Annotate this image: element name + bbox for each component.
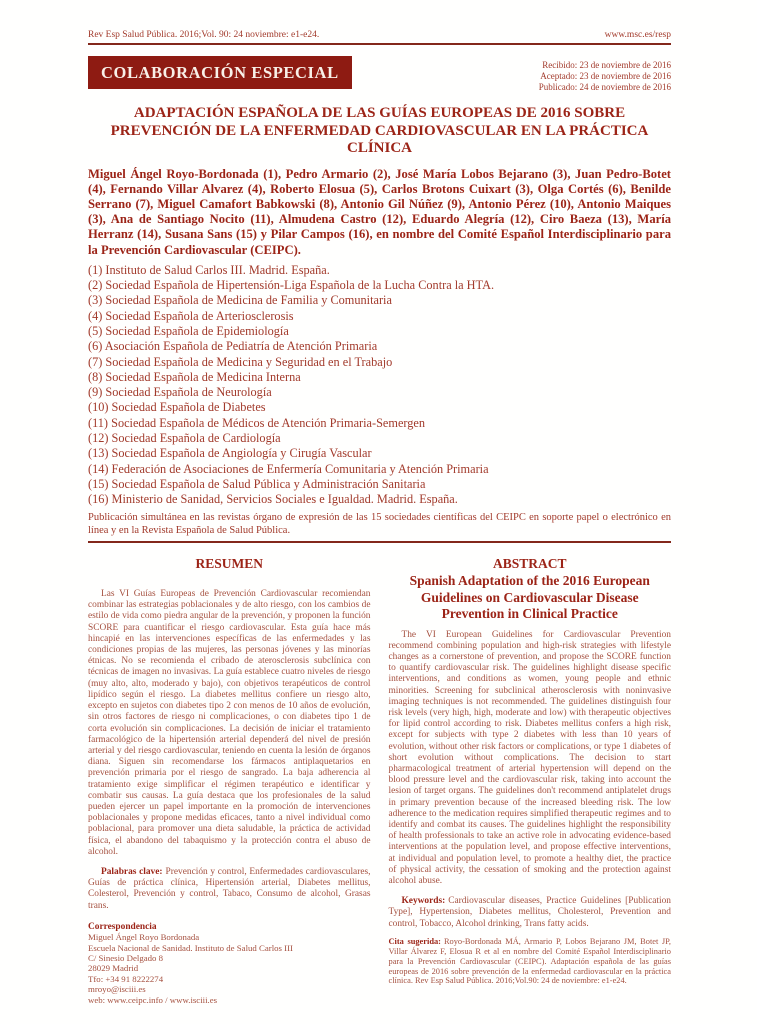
resumen-heading: RESUMEN — [195, 556, 263, 572]
affiliation-item: (15) Sociedad Española de Salud Pública y Administración Sanitaria — [88, 476, 426, 491]
resumen-column — [88, 556, 371, 1005]
correspondence-line: web: www.ceipc.info / www.isciii.es — [88, 994, 218, 1005]
dates-block — [539, 56, 671, 93]
correspondence-line: C/ Sinesio Delgado 8 — [88, 952, 164, 963]
correspondence-line: Miguel Ángel Royo Bordonada — [88, 932, 200, 943]
affiliation-item: (11) Sociedad Española de Médicos de Atención Primaria-Semergen — [88, 415, 426, 430]
affiliation-item: (14) Federación de Asociaciones de Enfermería Comunitaria y Atención Primaria — [88, 461, 489, 476]
page-header — [88, 30, 671, 43]
affiliation-item: (3) Sociedad Española de Medicina de Familia y Comunitaria — [88, 293, 392, 308]
abstract-body: The VI European Guidelines for Cardiovascular Prevention recommend combining population and high-risk strategies with lifestyle changes as a cornerstone of prevention, and propose the SCORE function to quantify cardiovascular risk. The guidelines highlight disease specific interventions, and conditions as women, young people and ethnic minorities. Screening for subclinical atherosclerosis with noninvasive imaging techniques is not recommended. The guidelines distinguish four risk levels (very high, high, moderate and low) with therapeutic objectives for lipid control according to risk. Diabetes mellitus confers a high risk, except for subjects with type 2 diabetes with less than 10 years of evolution, without other risk factors or complications, or type 1 diabetes of short evolution without complications. The decision to start pharmacological treatment of arterial hypertension will depend on the blood pressure level and the cardiovascular risk, taking into account the lesion of target organs. The guidelines don't recommend antiplatelet drugs in primary prevention because of the increased bleeding risk. The low adherence to the medication requires simplified therapeutic regimes and to identify and combat its causes. The guidelines highlight the responsibility of health professionals to take an active role in advocating evidence-based interventions at the population level, and propose effective interventions, at individual and population level, to promote a healthy diet, the practice of physical activity, the cessation of smoking and the protection against alcohol abuse. — [388, 629, 671, 887]
keywords-text: Cardiovascular diseases, Practice Guidelines [Publication Type], Hypertension, Diabetes mellitus, Cholesterol, Prevention and control, Tobacco, Alcohol drinking, Trans fatty acids. — [388, 896, 671, 929]
publication-note: Publicación simultánea en las revistas órgano de expresión de las 15 sociedades científicas del CEIPC en soporte papel o electrónico en línea y en la Revista Española de Salud Pública. — [88, 512, 671, 537]
section-divider — [88, 541, 671, 543]
abstract-column — [389, 556, 672, 1005]
header-divider — [88, 43, 671, 45]
journal-website: www.msc.es/resp — [604, 30, 671, 40]
correspondence-lines — [88, 932, 371, 1005]
abstract-columns — [88, 556, 671, 1005]
citation-label: Cita sugerida: — [388, 936, 441, 946]
article-title: ADAPTACIÓN ESPAÑOLA DE LAS GUÍAS EUROPEAS DE 2016 SOBRE PREVENCIÓN DE LA ENFERMEDAD CARDIOVASCULAR EN LA PRÁCTICA CLÍNICA — [110, 105, 649, 156]
affiliation-item: (4) Sociedad Española de Arteriosclerosis — [88, 308, 294, 323]
affiliations-list — [88, 263, 671, 508]
palabras-clave-label: Palabras clave: — [101, 866, 163, 877]
correspondence-line: Tfo: +34 91 8222274 — [88, 973, 164, 984]
authors-paragraph: Miguel Ángel Royo-Bordonada (1), Pedro Armario (2), José María Lobos Bejarano (3), Juan Pedro-Botet (4), Fernando Villar Alvarez (4), Roberto Elosua (5), Carlos Brotons Cuixart (3), Olga Cortés (6), Benilde Serrano (7), Miguel Camafort Babkowski (8), Antonio Gil Núñez (9), Antonio Pérez (10), Antonio Maiques (3), Ana de Santiago Nocito (11), Almudena Castro (12), Eduardo Alegría (12), Ciro Baeza (13), María Herranz (14), Susana Sans (15) y Pilar Campos (16), en nombre del Comité Español Interdisciplinario para la Prevención Cardiovascular (CEIPC). — [88, 166, 671, 257]
affiliation-item: (1) Instituto de Salud Carlos III. Madrid. España. — [88, 262, 330, 277]
affiliation-item: (7) Sociedad Española de Medicina y Seguridad en el Trabajo — [88, 354, 393, 369]
resumen-body: Las VI Guías Europeas de Prevención Cardiovascular recomiendan combinar las estrategias poblacionales y de alto riesgo, con los cambios de estilo de vida como piedra angular de la prevención, y proponen la función SCORE para cuantificar el riesgo cardiovascular. Esta guía hace más hincapié en las intervenciones específicas de las enfermedades y las condiciones propias de las mujeres, las personas jóvenes y las minorías étnicas. No se recomienda el cribado de aterosclerosis subclínica con técnicas de imagen no invasivas. La guía establece cuatro niveles de riesgo (muy alto, alto, moderado y bajo), con objetivos terapéuticos de control lipídico según el riesgo. La diabetes mellitus confiere un riesgo alto, excepto en sujetos con diabetes tipo 2 con menos de 10 años de evolución, sin otros factores de riesgo ni complicaciones, o con diabetes tipo 1 de corta evolución sin complicaciones. La decisión de iniciar el tratamiento farmacológico de la hipertensión arterial dependerá del nivel de presión arterial y del riesgo cardiovascular, teniendo en cuenta la lesión de órganos diana. Siguen sin recomendarse los fármacos antiplaquetarios en prevención primaria por el riesgo de sangrado. La baja adherencia al tratamiento exige simplificar el régimen terapéutico e identificar y combatir sus causas. La guía destaca que los profesionales de la salud pueden ejercer un papel importante en la promoción de intervenciones poblacionales y propone medidas eficaces, tanto a nivel individual como poblacional, para promover una dieta saludable, la práctica de actividad física, el abandono del tabaquismo y la protección contra el abuso de alcohol. — [88, 589, 371, 857]
citation-paragraph — [389, 937, 672, 987]
citation-text: Royo-Bordonada MÁ, Armario P, Lobos Bejarano JM, Botet JP, Villar Álvarez F, Elosua R et al en nombre del Comité Español Interdisciplinario para la Prevención Cardiovascular (CEIPC). Adaptación española de las guías europeas de 2016 sobre prevención de la enfermedad cardiovascular en la práctica clínica. Rev Esp Salud Pública. 2016;Vol.90: 24 de noviembre: e1-e24. — [388, 936, 671, 986]
affiliation-item: (2) Sociedad Española de Hipertensión-Liga Española de la Lucha Contra la HTA. — [88, 278, 495, 293]
banner-row — [88, 56, 671, 93]
correspondence-line: mroyo@isciii.es — [88, 984, 146, 995]
affiliation-item: (8) Sociedad Española de Medicina Interna — [88, 369, 301, 384]
section-banner: COLABORACIÓN ESPECIAL — [88, 56, 352, 89]
keywords-paragraph — [389, 896, 672, 930]
affiliation-item: (10) Sociedad Española de Diabetes — [88, 400, 266, 415]
abstract-subtitle: Spanish Adaptation of the 2016 European Guidelines on Cardiovascular Disease Prevention in Clinical Practice — [409, 573, 650, 622]
date-line: Recibido: 23 de noviembre de 2016 — [542, 60, 671, 70]
correspondence-line: 28029 Madrid — [88, 963, 139, 974]
date-line: Publicado: 24 de noviembre de 2016 — [538, 82, 671, 92]
date-line: Aceptado: 23 de noviembre de 2016 — [540, 71, 671, 81]
affiliation-item: (12) Sociedad Española de Cardiología — [88, 430, 281, 445]
affiliation-item: (6) Asociación Española de Pediatría de Atención Primaria — [88, 339, 378, 354]
correspondence-block — [88, 922, 371, 1005]
abstract-heading: ABSTRACT — [492, 556, 567, 572]
affiliation-item: (5) Sociedad Española de Epidemiología — [88, 323, 289, 338]
correspondence-line: Escuela Nacional de Sanidad. Instituto de Salud Carlos III — [88, 942, 293, 953]
affiliation-item: (13) Sociedad Española de Angiología y Cirugía Vascular — [88, 446, 372, 461]
journal-reference: Rev Esp Salud Pública. 2016;Vol. 90: 24 noviembre: e1-e24. — [88, 30, 320, 40]
palabras-clave-paragraph — [88, 867, 371, 912]
palabras-clave-text: Prevención y control, Enfermedades cardiovasculares, Guías de práctica clínica, Hipertensión arterial, Diabetes mellitus, Colesterol, Prevención y control, Tabaco, Consumo de alcohol, Grasas trans. — [88, 866, 371, 911]
keywords-label: Keywords: — [401, 896, 446, 907]
affiliation-item: (9) Sociedad Española de Neurología — [88, 385, 272, 400]
correspondence-heading: Correspondencia — [88, 921, 157, 932]
affiliation-item: (16) Ministerio de Sanidad, Servicios Sociales e Igualdad. Madrid. España. — [88, 492, 458, 507]
